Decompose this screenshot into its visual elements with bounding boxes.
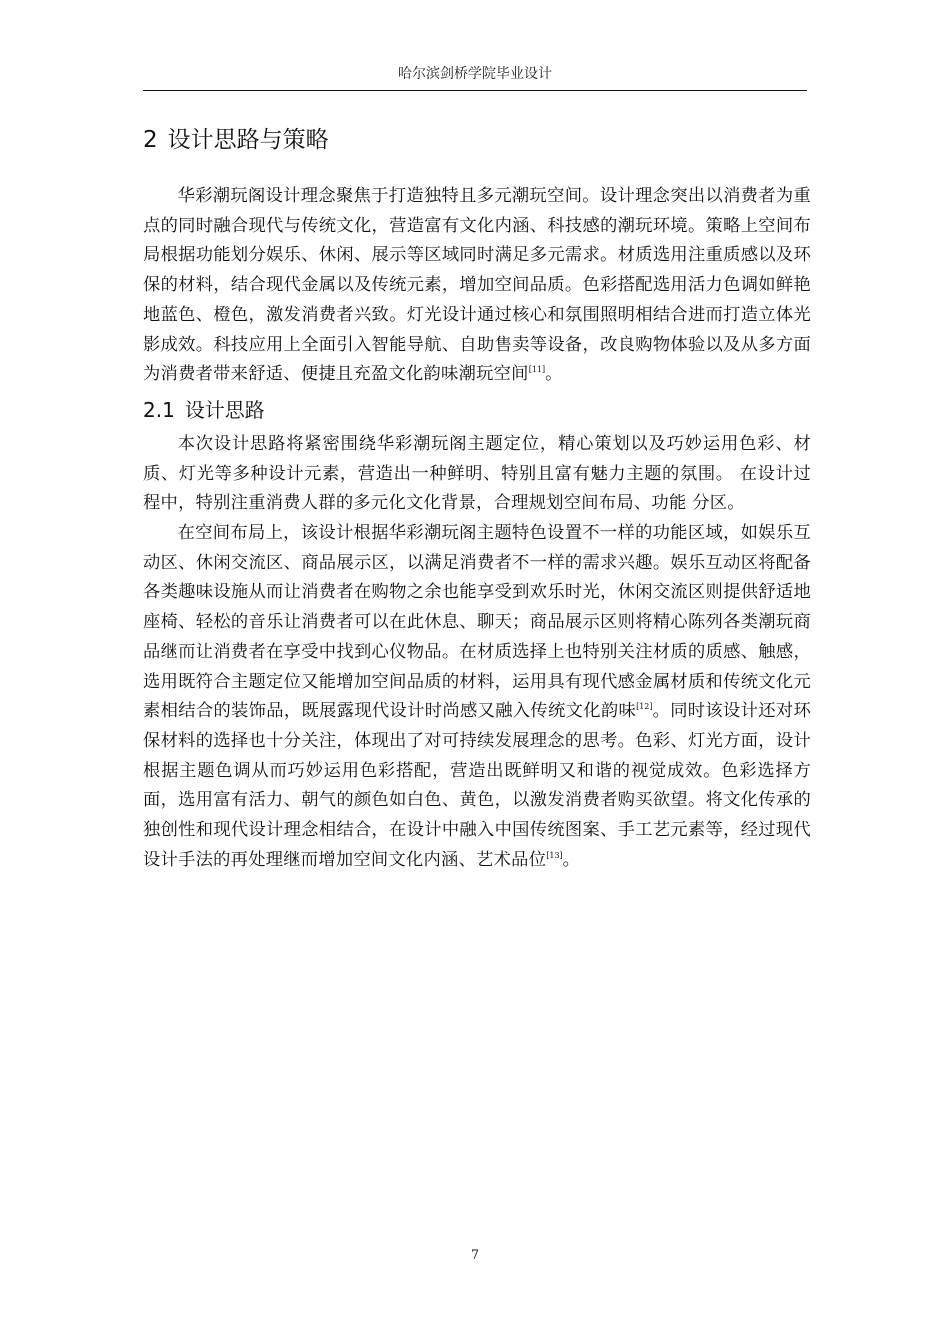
section-paragraph (143, 182, 811, 390)
subsection-paragraph-1 (143, 430, 811, 519)
section-number: 2 (143, 127, 158, 153)
paragraph-end: 。 (562, 849, 581, 870)
subsection-paragraph-2 (143, 519, 811, 875)
subsection-title: 设计思路 (184, 397, 265, 422)
paragraph-text: 在空间布局上，该设计根据华彩潮玩阁主题特色设置不一样的功能区域，如娱乐互动区、休闲交流区、商品展示区，以满足消费者不一样的需求兴趣。娱乐互动区将配备各类趣味设施从而让消费者在购物之余也能享受到欢乐时光，休闲交流区则提供舒适地座椅、轻松的音乐让消费者可以在此休息、聊天；商品展示区则将精心陈列各类潮玩商品继而让消费者在享受中找到心仪物品。在材质选择上也特别关注材质的质感、触感，选用既符合主题定位又能增加空间品质的材料，运用具有现代感金属材质和传统文化元素相结合的装饰品，既展露现代设计时尚感又融入传统文化韵味 (143, 523, 811, 722)
citation-marker: [13] (546, 850, 563, 860)
section-title: 设计思路与策略 (167, 127, 329, 153)
citation-marker: [11] (528, 365, 546, 375)
page-body (143, 120, 811, 875)
page-number: 7 (470, 1248, 480, 1263)
subsection-heading (143, 393, 811, 427)
subsection-number: 2.1 (143, 397, 175, 422)
paragraph-text: 华彩潮玩阁设计理念聚焦于打造独特且多元潮玩空间。设计理念突出以消费者为重点的同时融合现代与传统文化，营造富有文化内涵、科技感的潮玩环境。策略上空间布局根据功能划分娱乐、休闲、展示等区域同时满足多元需求。材质选用注重质感以及环保的材料，结合现代金属以及传统元素，增加空间品质。色彩搭配选用活力色调如鲜艳地蓝色、橙色，激发消费者兴致。灯光设计通过核心和氛围照明相结合进而打造立体光影成效。科技应用上全面引入智能导航、自助售卖等设备，改良购物体验以及从多方面为消费者带来舒适、便捷且充盈文化韵味潮玩空间 (143, 186, 811, 385)
spacer (143, 162, 811, 182)
paragraph-end: 。 (545, 364, 563, 385)
running-header-title: 哈尔滨剑桥学院毕业设计 (398, 66, 552, 82)
section-heading (143, 120, 811, 162)
citation-marker: [12] (636, 702, 653, 712)
running-header (143, 64, 807, 91)
paragraph-text: 。同时该设计还对环保材料的选择也十分关注，体现出了对可持续发展理念的思考。色彩、灯光方面，设计根据主题色调从而巧妙运用色彩搭配，营造出既鲜明又和谐的视觉成效。色彩选择方面，选用富有活力、朝气的颜色如白色、黄色，以激发消费者购买欲望。将文化传承的独创性和现代设计理念相结合，在设计中融入中国传统图案、手工艺元素等，经过现代设计手法的再处理继而增加空间文化内涵、艺术品位 (143, 701, 811, 870)
paragraph-text: 本次设计思路将紧密围绕华彩潮玩阁主题定位，精心策划以及巧妙运用色彩、材质、灯光等多种设计元素，营造出一种鲜明、特别且富有魅力主题的氛围。 在设计过程中，特别注重消费人群的多元化文化背景，合理规划空间布局、功能 分区。 (143, 433, 811, 514)
